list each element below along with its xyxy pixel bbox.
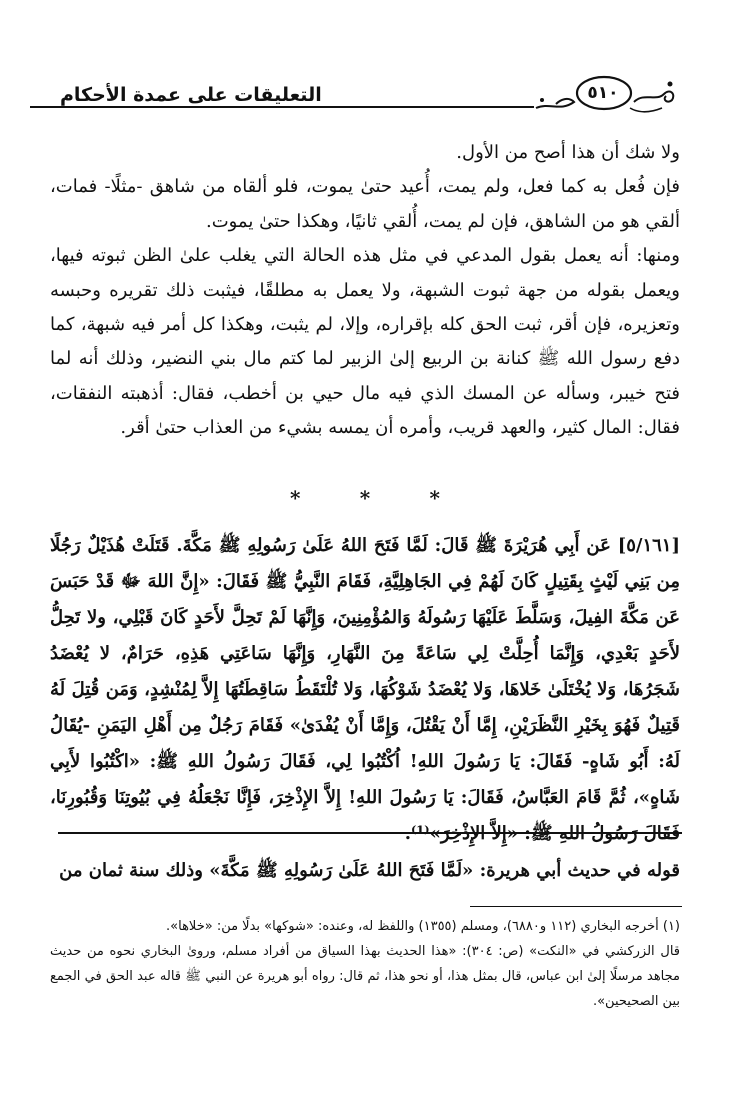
- body-paragraph: فإن فُعل به كما فعل، ولم يمت، أُعيد حتىٰ يموت، فلو ألقاه من شاهق -مثلًا- فمات، ألقي هو من الشاهق، فإن لم يمت، أُلقي ثانيًا، وهكذا حتىٰ يموت.: [50, 176, 680, 232]
- running-title: التعليقات على عمدة الأحكام: [60, 84, 322, 106]
- page-number: ٥١٠: [587, 83, 619, 103]
- divider-star: *: [359, 486, 371, 510]
- divider-star: *: [290, 486, 301, 510]
- body-paragraph: ولا شك أن هذا أصح من الأول.: [456, 142, 680, 163]
- body-paragraph: ومنها: أنه يعمل بقول المدعي في مثل هذه الحالة التي يغلب علىٰ الظن ثبوته فيها، ويعمل بقوله من جهة ثبوت الشبهة، ولا يعمل به مطلقًا، فيثبت ذلك تقريره وحبسه وتعزيره، فإن أقر، ثبت الحق كله بإقراره، وإلا، لم يثبت، وهكذا كل أمر فيه شبهة، كما دفع رسول الله ﷺ كنانة بن الربيع إلىٰ الزبير لما كتم مال بني النضير، وذلك أنه لما فتح خيبر، وسأله عن المسك الذي فيه مال حيي بن أخطب، فقال: أذهبته النفقات، فقال: المال كثير، والعهد قريب، وأمره أن يمسه بشيء من العذاب حتىٰ أقر.: [50, 245, 680, 439]
- hadith-text: [٥/١٦١] عَن أَبِي هُرَيْرَةَ ﷺ قَالَ: لَمَّا فَتَحَ اللهُ عَلَىٰ رَسُولِهِ ﷺ مَكَّةَ. قَتَلَتْ هُذَيْلٌ رَجُلًا مِن بَنِي لَيْثٍ بِقَتِيلٍ كَانَ لَهُمْ فِي الجَاهِلِيَّةِ، فَقَامَ النَّبِيُّ ﷺ فَقَالَ: «إِنَّ اللهَ ﷻ قَدْ حَبَسَ عَن مَكَّةَ الفِيلَ، وَسَلَّطَ عَلَيْهَا رَسُولَهُ وَالمُؤْمِنِينَ، وَإِنَّهَا لَمْ تَحِلَّ لأَحَدٍ كَانَ قَبْلِي، ولا تَحِلُّ لأَحَدٍ بَعْدِي، وَإِنَّمَا أُحِلَّتْ لِي سَاعَةً مِنَ النَّهَارِ، وَإِنَّهَا سَاعَتِي هَذِهِ، حَرَامٌ، لا يُعْضَدُ شَجَرُهَا، وَلا يُخْتَلَىٰ خَلاهَا، وَلا يُعْضَدُ شَوْكُهَا، وَلا تُلْتَقَطُ سَاقِطَتُهَا إِلاَّ لِمُنْشِدٍ، وَمَن قُتِلَ لَهُ قَتِيلٌ فَهُوَ بِخَيْرِ النَّظَرَيْنِ، إِمَّا أَنْ يَقْتُلَ، وَإِمَّا أَنْ يُفْدَىٰ» فَقَامَ رَجُلٌ مِن أَهْلِ اليَمَنِ -يُقَالُ لَهُ: أَبُو شَاهٍ- فَقَالَ: يَا رَسُولَ اللهِ! اُكْتُبُوا لِي، فَقَالَ رَسُولُ اللهِ ﷺ: «اكْتُبُوا لأَبِي شَاهٍ»، ثُمَّ قَامَ العَبَّاسُ، فَقَالَ: يَا رَسُولَ اللهِ! إِلاَّ الإِذْخِرَ، فَإِنَّا نَجْعَلُهُ فِي بُيُوتِنَا وَقُبُورِنَا، فَقَالَ رَسُولُ اللهِ ﷺ: «إِلاَّ الإِذْخِرَ»⁽¹⁾.: [50, 535, 681, 844]
- footnote: (١) أخرجه البخاري (١١٢ و٦٨٨٠)، ومسلم (١٣٥٥) واللفظ له، وعنده: «شوكها» بدلًا من: «خلاها».: [166, 919, 680, 934]
- hadith-text-block: [50, 528, 680, 852]
- divider-star: *: [429, 486, 440, 510]
- header-rule: [30, 106, 534, 108]
- body-text: [50, 136, 680, 446]
- hadith-separator-rule: [58, 832, 682, 834]
- footnotes: [50, 914, 680, 1014]
- footnote-rule: [470, 906, 682, 907]
- commentary-text: قوله في حديث أبي هريرة: «لَمَّا فَتَحَ اللهُ عَلَىٰ رَسُولِهِ ﷺ مَكَّةَ» وذلك سنة ثمان من: [59, 860, 680, 881]
- footnote: قال الزركشي في «النكت» (ص: ٣٠٤): «هذا الحديث بهذا السياق من أفراد مسلم، وروىٰ البخاري نحوه من حديث مجاهد مرسلًا إلىٰ ابن عباس، قال بمثل هذا، أو نحو هذا، ثم قال: رواه أبو هريرة عن النبي ﷺ قاله عبد الحق في الجمع بين الصحيحين».: [50, 944, 681, 1009]
- section-divider-stars: [290, 486, 440, 510]
- page-header: [30, 72, 692, 118]
- commentary-block: [50, 854, 680, 888]
